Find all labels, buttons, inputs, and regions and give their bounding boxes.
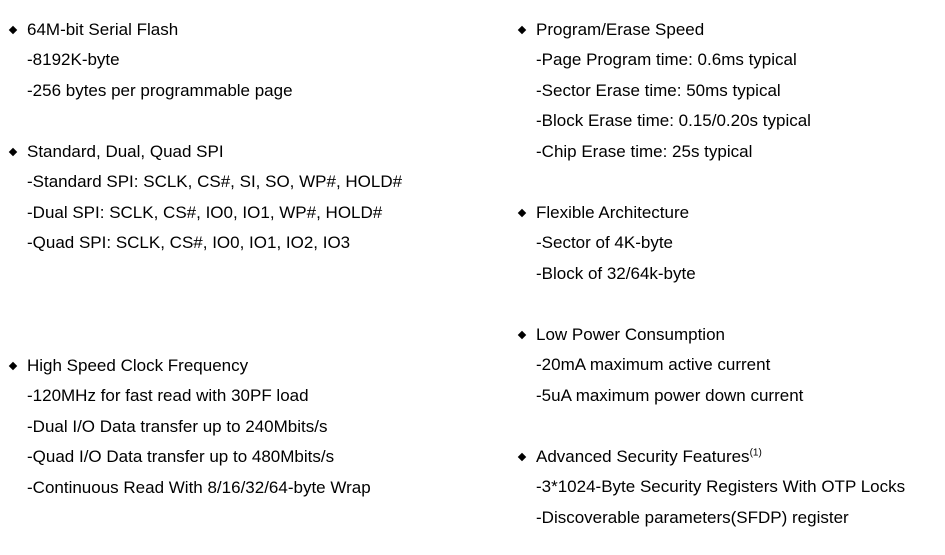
feature-low-power	[519, 324, 803, 411]
feature-items	[519, 350, 803, 411]
feature-item: -Sector of 4K-byte	[536, 233, 674, 252]
feature-clock-frequency	[10, 355, 371, 503]
feature-title	[536, 446, 762, 468]
feature-item: -Sector Erase time: 50ms typical	[536, 80, 781, 100]
feature-items	[519, 45, 811, 167]
feature-title: Standard, Dual, Quad SPI	[27, 142, 224, 161]
feature-item: -Standard SPI: SCLK, CS#, SI, SO, WP#, HOLD#	[27, 172, 403, 191]
feature-item: -Dual SPI: SCLK, CS#, IO0, IO1, WP#, HOLD#	[27, 202, 383, 222]
feature-title: High Speed Clock Frequency	[27, 356, 249, 375]
feature-item: -Quad I/O Data transfer up to 480Mbits/s	[27, 447, 335, 466]
feature-item: -Block Erase time: 0.15/0.20s typical	[536, 111, 811, 130]
bullet-icon	[9, 26, 17, 34]
feature-items	[10, 381, 371, 503]
feature-item: -3*1024-Byte Security Registers With OTP Locks	[536, 477, 906, 496]
feature-spi-modes	[10, 141, 402, 259]
feature-item: -Chip Erase time: 25s typical	[536, 141, 753, 161]
feature-title-text: Advanced Security Features	[536, 447, 750, 466]
feature-program-erase-speed	[519, 19, 811, 167]
feature-items	[519, 472, 905, 533]
footnote-marker: (1)	[749, 447, 762, 459]
feature-title: Flexible Architecture	[536, 203, 690, 222]
feature-item: -Quad SPI: SCLK, CS#, IO0, IO1, IO2, IO3	[27, 233, 351, 252]
feature-item: -Page Program time: 0.6ms typical	[536, 50, 797, 69]
bullet-icon	[518, 331, 526, 339]
feature-item: -8192K-byte	[27, 50, 120, 69]
bullet-icon	[9, 148, 17, 156]
bullet-icon	[9, 362, 17, 370]
feature-item: -5uA maximum power down current	[536, 385, 804, 405]
feature-item: -Block of 32/64k-byte	[536, 263, 696, 283]
feature-items	[10, 167, 402, 259]
feature-item: -20mA maximum active current	[536, 355, 771, 374]
feature-serial-flash	[10, 19, 293, 106]
feature-title: Low Power Consumption	[536, 325, 725, 344]
feature-flexible-architecture	[519, 202, 696, 289]
feature-item: -Dual I/O Data transfer up to 240Mbits/s	[27, 416, 328, 436]
feature-item: -Discoverable parameters(SFDP) register	[536, 507, 849, 527]
bullet-icon	[518, 209, 526, 217]
feature-title: Program/Erase Speed	[536, 20, 705, 39]
feature-item: -256 bytes per programmable page	[27, 80, 293, 100]
feature-item: -Continuous Read With 8/16/32/64-byte Wrap	[27, 477, 371, 497]
feature-security	[519, 446, 905, 533]
feature-items	[10, 45, 293, 106]
bullet-icon	[518, 453, 526, 461]
feature-item: -120MHz for fast read with 30PF load	[27, 386, 309, 405]
bullet-icon	[518, 26, 526, 34]
feature-title: 64M-bit Serial Flash	[27, 20, 179, 39]
feature-items	[519, 228, 696, 289]
